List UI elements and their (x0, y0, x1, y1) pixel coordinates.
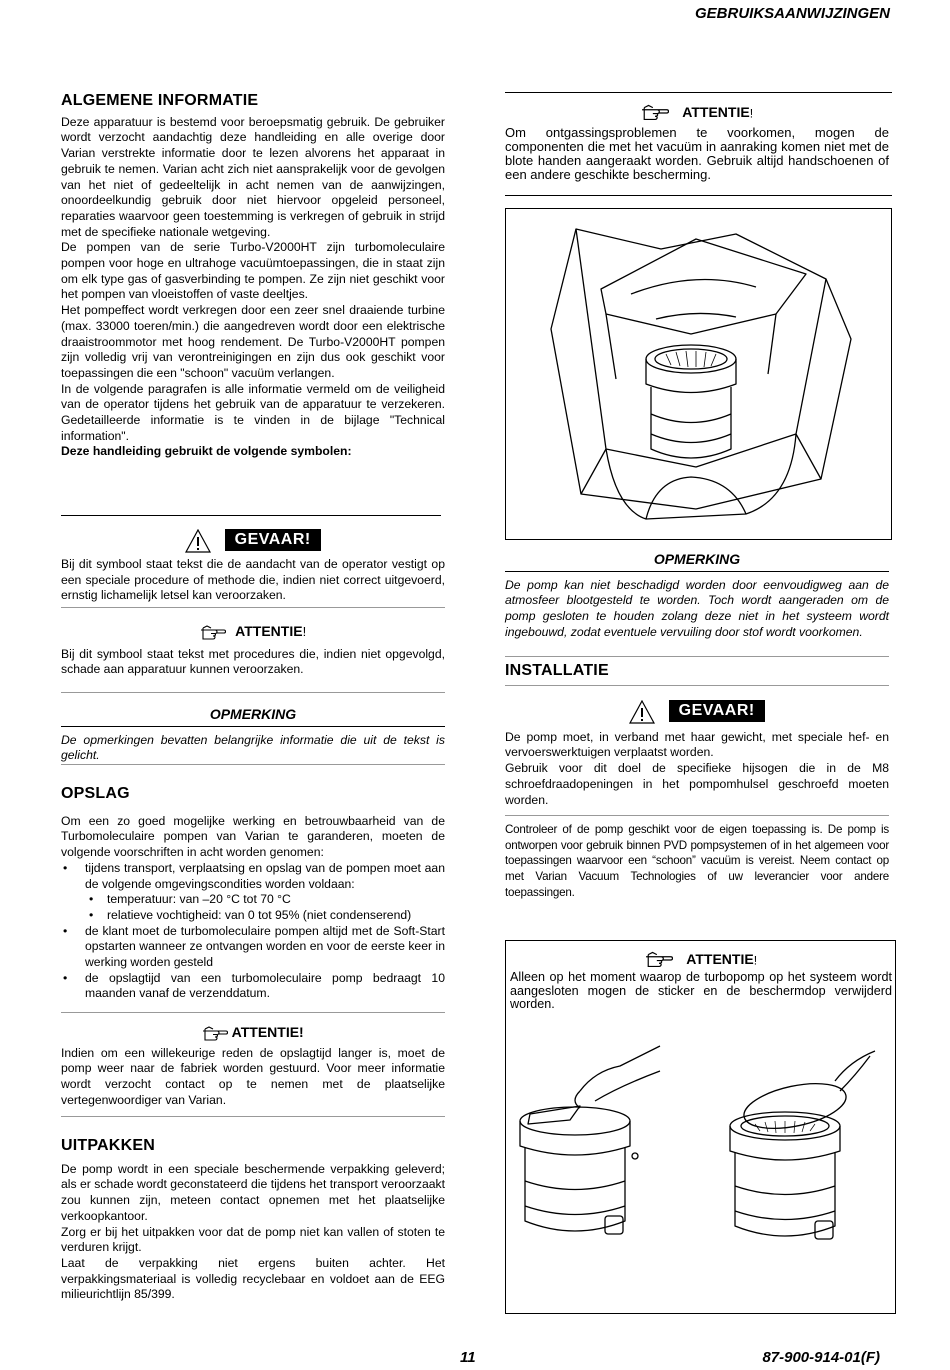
opmerking-right-block (505, 552, 889, 641)
uitpakken-paragraph-3: Laat de verpakking niet ergens buiten achter. Het verpakkingsmateriaal is volledig recyclebaar en voldoet aan de EEG milieurichtlijn 85/399. (61, 1255, 445, 1302)
header-title: GEBRUIKSAANWIJZINGEN (694, 5, 890, 22)
installatie-gevaar-text-1: De pomp moet, in verband met haar gewicht, met speciale hef- en vervoerswerktuigen verplaatst worden. (505, 729, 889, 760)
list-item: • de klant moet de turbomoleculaire pompen altijd met de Soft-Start opstarten wanneer ze ontvangen worden en voor de eerste keer in werking worden gesteld (85, 924, 445, 971)
list-item: • temperatuur: van –20 °C tot 70 °C (107, 892, 445, 908)
pump-packaging-illustration (505, 208, 892, 540)
general-paragraph-4: In de volgende paragrafen is alle informatie vermeld om de veiligheid van de operator tijdens het gebruik van de apparatuur te verzekeren. Gedetailleerde informatie is te vinden in de bijlage "Technical information". (61, 381, 445, 443)
general-paragraph-2: De pompen van de serie Turbo-V2000HT zijn turbomoleculaire pompen voor hoge en ultrahoge vacuümtoepassingen, die in staat zijn om elk type gas of gasverbinding te pompen. Ze zijn niet geschikt voor het pompen van vloeistoffen of vaste deeltjes. (61, 240, 445, 302)
warning-triangle-icon (185, 529, 211, 553)
gevaar-label: GEVAAR! (225, 529, 321, 551)
pump-cap-removal-drawing (510, 1036, 890, 1306)
opmerking-label: OPMERKING (505, 552, 889, 572)
page-number: 11 (460, 1349, 476, 1366)
general-info-section (61, 93, 445, 460)
gevaar-block (61, 529, 445, 604)
opmerking-block (61, 707, 445, 764)
section-title-opslag: OPSLAG (61, 785, 130, 802)
section-title-installatie: INSTALLATIE (505, 663, 889, 686)
pointing-hand-icon (645, 951, 673, 969)
opmerking-right-text: De pomp kan niet beschadigd worden door eenvoudigweg aan de atmosfeer blootgesteld te worden. Toch wordt aangeraden om de pomp gesloten te houden zolang deze niet in het systeem wordt ingebouwd, zodat eventuele vervuiling door stof wordt voorkomen. (505, 577, 889, 639)
uitpakken-paragraph-2: Zorg er bij het uitpakken voor dat de pomp niet kan vallen of stoten te verduren krijgt. (61, 1224, 445, 1255)
list-item: • relatieve vochtigheid: van 0 tot 95% (niet condenserend) (107, 908, 445, 924)
pump-in-box-drawing (506, 209, 891, 539)
section-title-uitpakken: UITPAKKEN (61, 1137, 155, 1154)
attentie-mark: ! (302, 624, 307, 639)
symbols-line: Deze handleiding gebruikt de volgende symbolen: (61, 444, 352, 459)
attentie-block (61, 624, 445, 678)
general-paragraph-3: Het pompeffect wordt verkregen door een zeer snel draaiende turbine (max. 33000 toeren/min.) die aangedreven wordt door een elektrische draaistroommotor met hoog rendement. De Turbo-V2000HT pompen zijn volledig vrij van verontreinigingen en zijn dus ook geschikt voor toepassingen die een "schoon" vacuüm verlangen. (61, 303, 445, 380)
installatie-note (505, 822, 889, 901)
attentie-mark: ! (753, 953, 758, 968)
attentie-label: ATTENTIE (682, 104, 750, 121)
general-paragraph-1: Deze apparatuur is bestemd voor beroepsmatig gebruik. De gebruiker wordt verzocht aandachtig deze handleiding en alle overige door Varian verstrekte informatie door te lezen alvorens het apparaat in gebruik te nemen. Varian acht zich niet aansprakelijk voor de gevolgen van het niet of gedeeltelijk in acht nemen van de aanwijzingen, onoordeelkundig gebruik door niet hiervoor opgeleid personeel, reparaties waarvoor geen toestemming is verkregen of gebruik in strijd met de specifieke nationale wetgeving. (61, 114, 445, 239)
gevaar-label: GEVAAR! (669, 700, 765, 722)
opslag-section (61, 786, 445, 1002)
opmerking-label: OPMERKING (61, 707, 445, 727)
attentie-bottom-text: Alleen op het moment waarop de turbopomp op het systeem wordt aangesloten mogen de sticker en de beschermdop verwijderd worden. (510, 970, 892, 1011)
pointing-hand-icon (641, 104, 669, 122)
attentie-top-text: Om ontgassingsproblemen te voorkomen, mogen de componenten die met het vacuüm in aanraking komen niet met de blote handen aangeraakt worden. Gebruik altijd handschoenen of een andere geschikte bescherming. (505, 125, 889, 182)
attentie-bottom-box (505, 940, 896, 1314)
divider (61, 515, 441, 516)
installatie-note-text: Controleer of de pomp geschikt voor de eigen toepassing is. De pomp is ontworpen voor gebruik binnen PVD pompsystemen of in het algemeen voor toepassingen waarvoor een “schoon” vacuüm is vereist. Neem contact op met Varian Vacuum Technologies of uw leverancier voor andere toepassingen. (505, 823, 889, 899)
section-title-general: ALGEMENE INFORMATIE (61, 92, 259, 109)
installatie-gevaar-text-2: Gebruik voor dit doel de specifieke hijsogen die in de M8 schroefdraadopeningen in het pompomhulsel geschroefd moeten worden. (505, 761, 889, 807)
attentie-label: ATTENTIE (235, 623, 303, 639)
attentie-text: Bij dit symbool staat tekst met procedures die, indien niet opgevolgd, schade aan apparatuur kunnen veroorzaken. (61, 646, 445, 677)
opmerking-text: De opmerkingen bevatten belangrijke informatie die uit de tekst is gelicht. (61, 732, 445, 763)
attentie-top-block (505, 104, 889, 182)
opslag-attentie-text: Indien om een willekeurige reden de opslagtijd langer is, moet de pomp weer naar de fabriek worden gestuurd. Voor meer informatie wordt verzocht contact op te nemen met de plaatselijke vertegenwoordiger van Varian. (61, 1045, 445, 1107)
uitpakken-paragraph-1: De pomp wordt in een speciale beschermende verpakking geleverd; als er schade wordt geconstateerd die tijdens het transport veroorzaakt zou kunnen zijn, meteen contact opnemen met het plaatselijke verkoopkantoor. (61, 1161, 445, 1223)
divider (505, 815, 889, 816)
divider (505, 92, 892, 93)
document-number: 87-900-914-01(F) (762, 1349, 880, 1366)
divider (61, 764, 445, 765)
gevaar-text: Bij dit symbool staat tekst die de aandacht van de operator vestigt op een speciale procedure of methode die, indien niet correct uitgevoerd, ernstig lichamelijk letsel kan veroorzaken. (61, 557, 445, 603)
pointing-hand-icon (202, 1026, 228, 1042)
pointing-hand-icon (200, 625, 226, 641)
divider (505, 656, 889, 657)
attentie-label: ATTENTIE (686, 951, 754, 968)
divider (505, 195, 892, 196)
list-item: • tijdens transport, verplaatsing en opslag van de pompen moet aan de volgende omgevingscondities worden voldaan: • temperatuur: van –20 °C tot 70 °C • relatieve vochtigheid: van 0 tot 95% (niet condenserend) (85, 861, 445, 924)
opslag-intro: Om een zo goed mogelijke werking en betrouwbaarheid van de Turbomoleculaire pompen van Varian te garanderen, moeten de volgende voorschriften in acht worden genomen: (61, 813, 445, 860)
divider (61, 607, 445, 608)
divider (61, 1116, 445, 1117)
installatie-section (505, 663, 889, 808)
list-item: • de opslagtijd van een turbomoleculaire pomp bedraagt 10 maanden vanaf de verzenddatum. (85, 971, 445, 1002)
attentie-mark: ! (749, 106, 754, 121)
warning-triangle-icon (629, 700, 655, 724)
attentie-label: ATTENTIE! (231, 1024, 304, 1040)
opslag-attentie-block (61, 1025, 445, 1109)
divider (61, 692, 445, 693)
divider (61, 1012, 445, 1013)
uitpakken-section (61, 1138, 445, 1303)
